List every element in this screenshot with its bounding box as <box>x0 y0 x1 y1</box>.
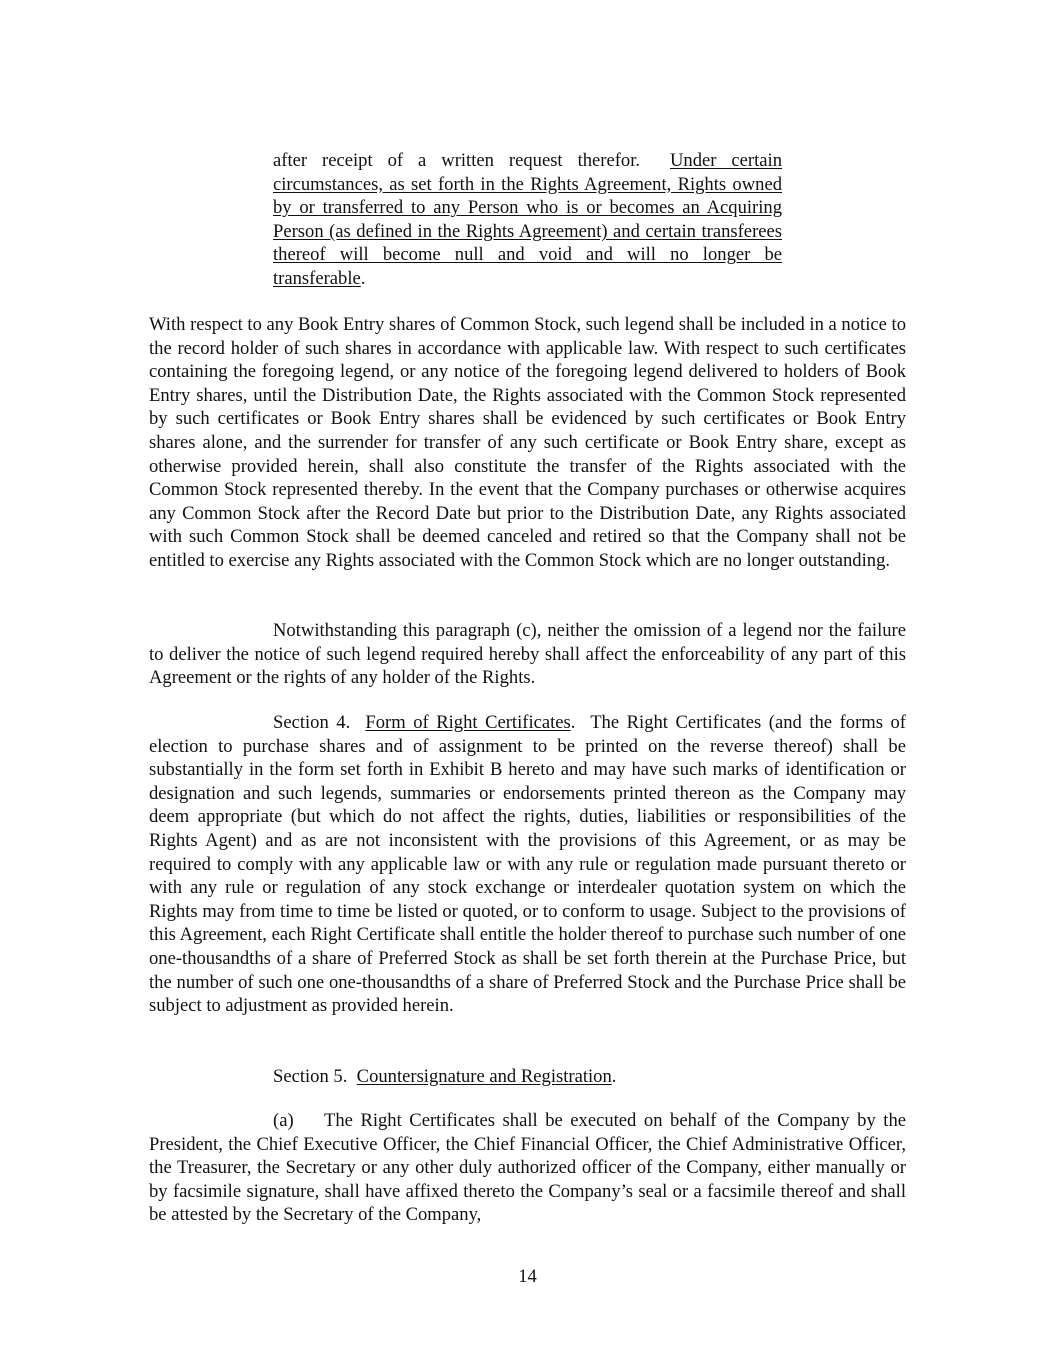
subsection-a-body: The Right Certificates shall be executed on behalf of the Company by the President, the Chief Executive Officer, the Chief Financial Officer, the Chief Administrative Officer, the Treasurer, the Secretary or any other duly authorized officer of the Company, either manually or by facsimile signature, shall have affixed thereto the Company’s seal or a facsimile thereof and shall be attested by the Secretary of the Company, <box>149 1110 906 1226</box>
section-5-heading: Countersignature and Registration <box>356 1066 612 1087</box>
legend-end-punctuation: . <box>360 267 366 289</box>
page-number: 14 <box>518 1266 537 1287</box>
section-5-heading-line <box>273 1065 906 1089</box>
section-4-heading: Form of Right Certificates <box>365 712 571 733</box>
subsection-a-paragraph <box>149 1109 906 1227</box>
notwithstanding-paragraph <box>149 619 906 690</box>
section-4-number: Section 4. <box>273 712 351 733</box>
subsection-a-label: (a) <box>273 1110 294 1131</box>
notwithstanding-text: Notwithstanding this paragraph (c), neither the omission of a legend nor the failure to deliver the notice of such legend required hereby shall affect the enforceability of any part of this Agreement or the rights of any holder of the Rights. <box>149 620 906 689</box>
legend-underlined-text: Under certain circumstances, as set forth in the Rights Agreement, Rights owned by or transferred to any Person who is or becomes an Acquiring Person (as defined in the Rights Agreement) and certain transferees thereof will become null and void and will no longer be transferable <box>273 150 783 289</box>
book-entry-paragraph: With respect to any Book Entry shares of Common Stock, such legend shall be included in a notice to the record holder of such shares in accordance with applicable law. With respect to such certificates containing the foregoing legend, or any notice of the foregoing legend delivered to holders of Book Entry shares, until the Distribution Date, the Rights associated with the Common Stock represented by such certificates or Book Entry shares shall be evidenced by such certificates or Book Entry shares alone, and the surrender for transfer of any such certificate or Book Entry share, except as otherwise provided herein, shall also constitute the transfer of the Rights associated with the Common Stock represented thereby. In the event that the Company purchases or otherwise acquires any Common Stock after the Record Date but prior to the Distribution Date, any Rights associated with such Common Stock shall be deemed canceled and retired so that the Company shall not be entitled to exercise any Rights associated with the Common Stock which are no longer outstanding. <box>149 314 906 571</box>
section-4-body: The Right Certificates (and the forms of election to purchase shares and of assignment to be printed on the reverse thereof) shall be substantially in the form set forth in Exhibit B hereto and may have such marks of identification or designation and such legends, summaries or endorsements printed thereon as the Company may deem appropriate (but which do not affect the rights, duties, liabilities or responsibilities of the Rights Agent) and as are not inconsistent with the provisions of this Agreement, or as may be required to comply with any applicable law or with any rule or regulation made pursuant thereto or with any rule or regulation of any stock exchange or interdealer quotation system on which the Rights may from time to time be listed or quoted, or to conform to usage. Subject to the provisions of this Agreement, each Right Certificate shall entitle the holder thereof to purchase such number of one one-thousandths of a share of Preferred Stock as shall be set forth therein at the Purchase Price, but the number of such one one-thousandths of a share of Preferred Stock and the Purchase Price shall be subject to adjustment as provided herein. <box>149 712 906 1017</box>
rights-legend-block <box>273 149 782 291</box>
section-4-paragraph <box>149 711 906 1018</box>
legend-lead-text: after receipt of a written request therefor. <box>273 150 641 171</box>
section-4-heading-end: . <box>570 712 576 733</box>
section-5-number: Section 5. <box>273 1066 348 1087</box>
section-5-heading-end: . <box>611 1066 617 1087</box>
